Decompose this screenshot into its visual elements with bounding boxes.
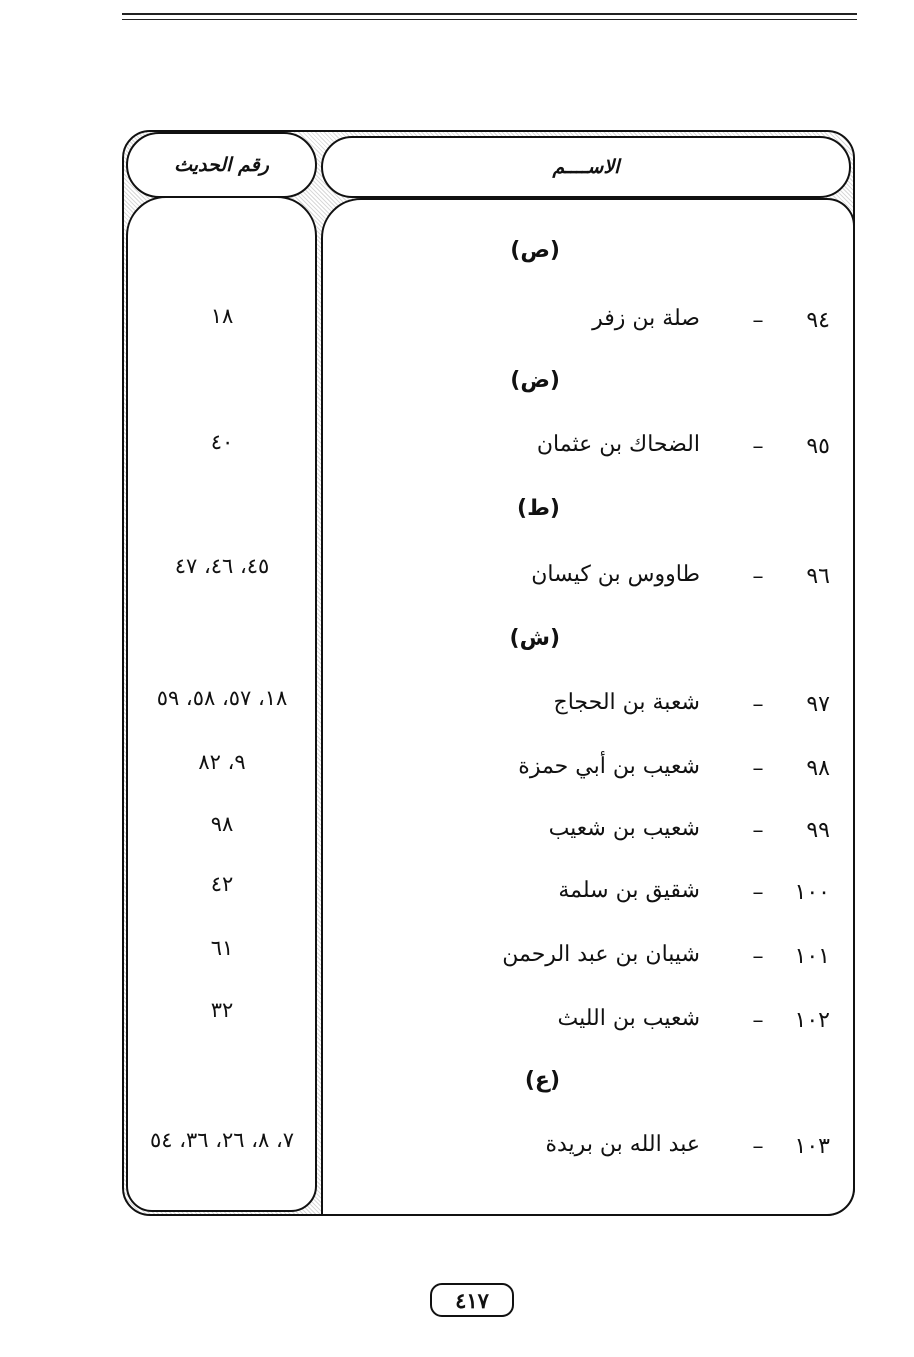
entry-dash: – xyxy=(752,308,764,333)
entry-number: ١٠٣ xyxy=(794,1134,830,1159)
entry-dash: – xyxy=(752,1134,764,1159)
hadith-refs: ٩٨ xyxy=(210,812,234,836)
page-number: ٤١٧ xyxy=(430,1283,514,1317)
narrator-name: شيبان بن عبد الرحمن xyxy=(502,942,700,967)
hadith-refs: ٩، ٨٢ xyxy=(198,750,246,774)
entry-number: ١٠٠ xyxy=(794,880,830,905)
entry-number: ٩٥ xyxy=(806,434,830,459)
entry-dash: – xyxy=(752,564,764,589)
section-letter-shin: (ش) xyxy=(509,626,560,651)
entry-number: ٩٩ xyxy=(806,818,830,843)
narrator-name: صلة بن زفر xyxy=(592,306,700,331)
narrator-name: شعيب بن شعيب xyxy=(548,816,700,841)
narrator-name: طاووس بن كيسان xyxy=(531,562,700,587)
entry-dash: – xyxy=(752,692,764,717)
hadith-refs: ٤٥، ٤٦، ٤٧ xyxy=(174,554,270,578)
entry-number: ٩٦ xyxy=(806,564,830,589)
hadith-refs: ٣٢ xyxy=(210,998,234,1022)
entry-number: ١٠١ xyxy=(794,944,830,969)
narrator-name: شعيب بن أبي حمزة xyxy=(518,754,700,779)
number-column-header xyxy=(126,132,317,198)
section-letter-ta: (ط) xyxy=(517,496,560,521)
hadith-refs: ١٨ xyxy=(210,304,234,328)
hadith-refs: ١٨، ٥٧، ٥٨، ٥٩ xyxy=(156,686,288,710)
section-letter-sad: (ص) xyxy=(510,238,560,263)
hadith-refs: ٤٢ xyxy=(210,872,234,896)
entry-dash: – xyxy=(752,818,764,843)
entry-number: ٩٨ xyxy=(806,756,830,781)
section-letter-dad: (ض) xyxy=(510,368,560,393)
name-column-header xyxy=(321,136,851,198)
entry-dash: – xyxy=(752,880,764,905)
entry-number: ١٠٢ xyxy=(794,1008,830,1033)
narrator-name: شعبة بن الحجاج xyxy=(553,690,700,715)
entry-dash: – xyxy=(752,944,764,969)
hadith-refs: ٤٠ xyxy=(210,430,234,454)
narrator-name: الضحاك بن عثمان xyxy=(536,432,700,457)
hadith-refs: ٧، ٨، ٢٦، ٣٦، ٥٤ xyxy=(149,1128,295,1152)
section-letter-ayn: (ع) xyxy=(524,1068,560,1093)
narrator-name: شعيب بن الليث xyxy=(557,1006,700,1031)
top-rule xyxy=(122,19,857,20)
entry-number: ٩٧ xyxy=(806,692,830,717)
entry-dash: – xyxy=(752,434,764,459)
entry-dash: – xyxy=(752,756,764,781)
narrator-name: شقيق بن سلمة xyxy=(558,878,700,903)
name-column-title: الاســــم xyxy=(552,156,620,178)
hadith-refs: ٦١ xyxy=(210,936,234,960)
narrator-name: عبد الله بن بريدة xyxy=(545,1132,700,1157)
top-rule xyxy=(122,13,857,15)
entry-number: ٩٤ xyxy=(806,308,830,333)
entry-dash: – xyxy=(752,1008,764,1033)
number-column-title: رقم الحديث xyxy=(174,154,269,176)
